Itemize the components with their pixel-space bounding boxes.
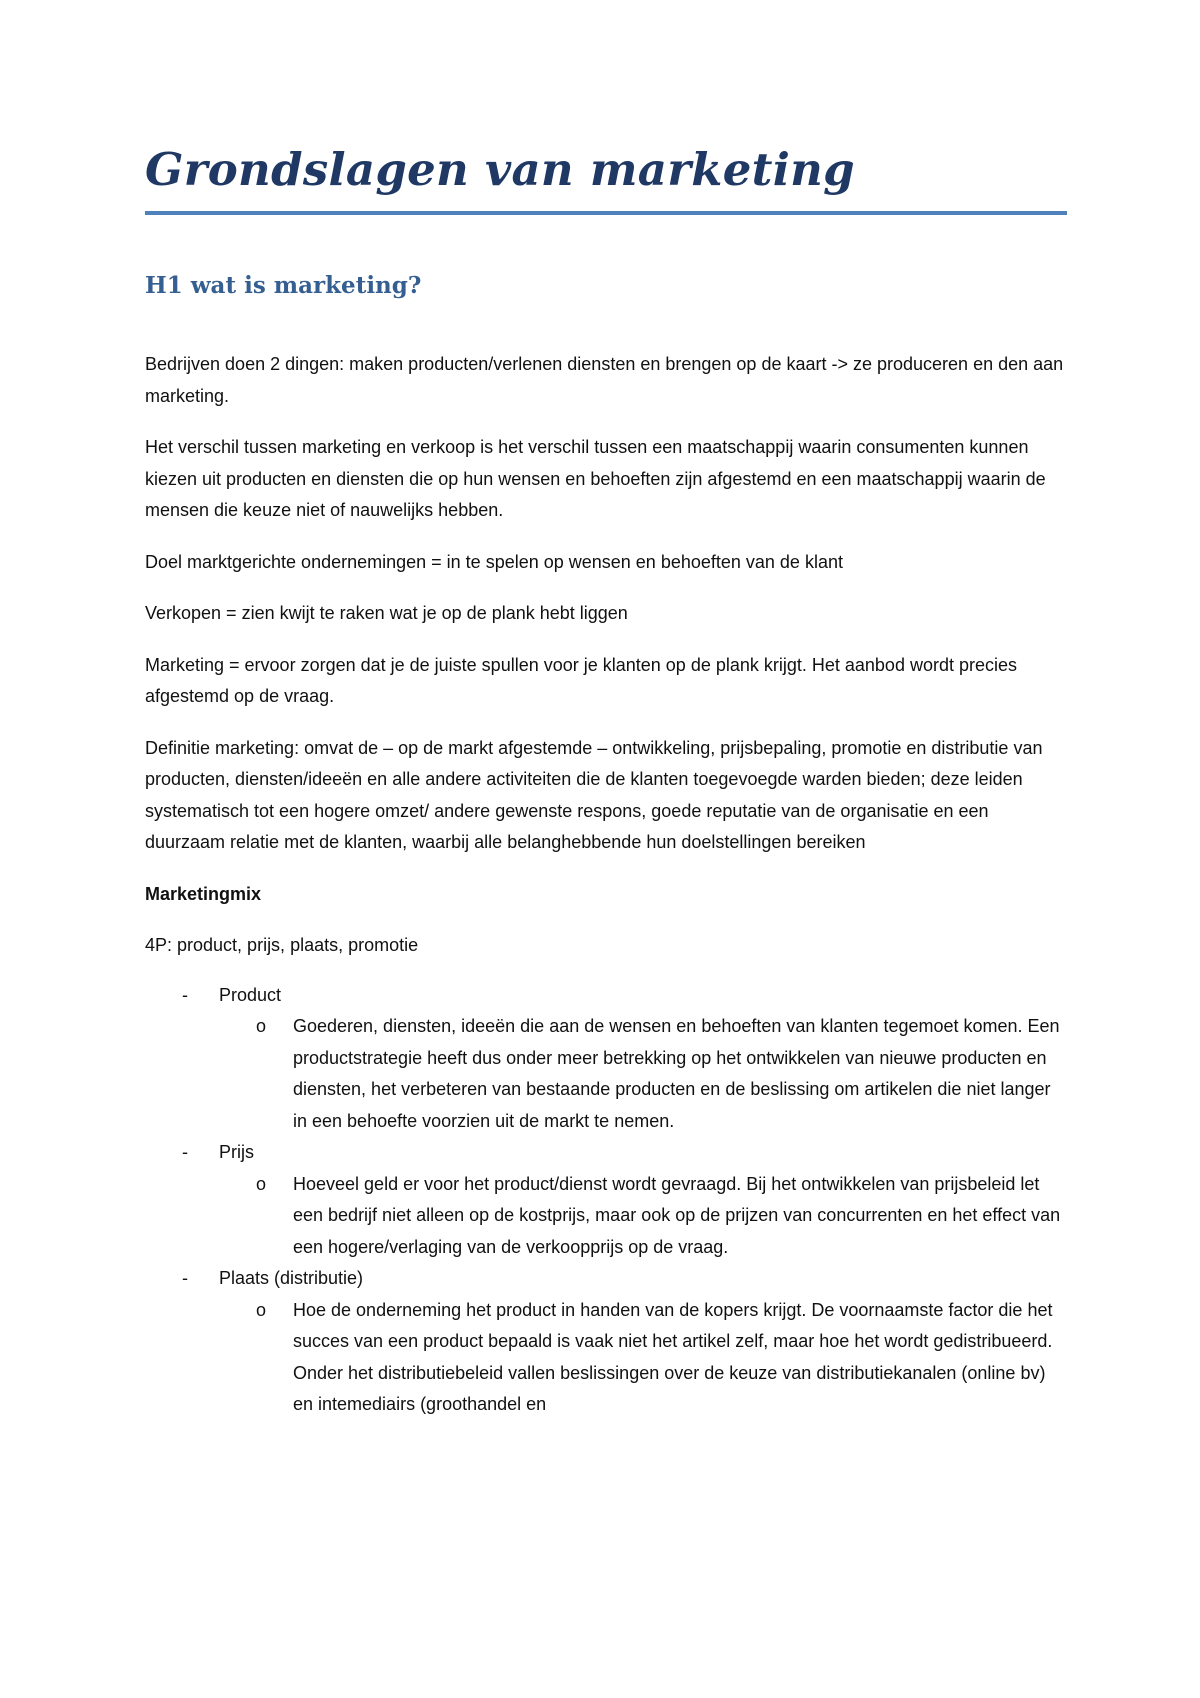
circle-bullet: o	[256, 1299, 267, 1320]
chapter-heading: H1 wat is marketing?	[145, 272, 422, 299]
sub-list-text: Hoe de onderneming het product in handen van de kopers krijgt. De voornaamste factor die het succes van een product bepaald is vaak niet het artikel zelf, maar hoe het wordt gedistribueerd. Onder het distributiebeleid vallen beslissingen over de keuze van distributiekanalen (online bv) en intemediairs (groothandel en	[293, 1299, 1053, 1414]
sub-list-text: Goederen, diensten, ideeën die aan de wensen en behoeften van klanten tegemoet komen. Een productstrategie heeft dus onder meer betrekking op het ontwikkelen van nieuwe producten en diensten, het verbeteren van bestaande producten en de beslissing om artikelen die niet langer in een behoefte voorzien uit de markt te nemen.	[293, 1016, 1060, 1131]
list-item-label: Prijs	[219, 1142, 254, 1162]
section-subheading: Marketingmix	[145, 883, 262, 904]
document-title: Grondslagen van marketing	[145, 143, 855, 196]
marketing-mix-list	[145, 980, 1065, 1421]
list-item	[145, 1137, 1065, 1263]
sub-list-item	[219, 1011, 1065, 1137]
sub-list	[219, 1011, 1065, 1137]
paragraph: Verkopen = zien kwijt te raken wat je op de plank hebt liggen	[145, 603, 628, 623]
sub-list-item	[219, 1169, 1065, 1264]
circle-bullet: o	[256, 1016, 267, 1036]
list-item-label: Product	[219, 984, 282, 1005]
sub-list-text: Hoeveel geld er voor het product/dienst wordt gevraagd. Bij het ontwikkelen van prijsbeleid let een bedrijf niet alleen op de kostprijs, maar ook op de prijzen van concurrenten en het effect van een hogere/verlaging van de verkoopprijs op de vraag.	[293, 1173, 1061, 1257]
paragraph: Marketing = ervoor zorgen dat je de juiste spullen voor je klanten op de plank krijgt. Het aanbod wordt precies afgestemd op de vraag.	[145, 654, 1017, 706]
list-item-label: Plaats (distributie)	[219, 1268, 364, 1288]
sub-list-item	[219, 1295, 1065, 1421]
sub-list	[219, 1295, 1065, 1421]
dash-bullet: -	[182, 984, 188, 1005]
dash-bullet: -	[182, 1142, 188, 1162]
circle-bullet: o	[256, 1173, 267, 1194]
paragraph: Definitie marketing: omvat de – op de markt afgestemde – ontwikkeling, prijsbepaling, promotie en distributie van producten, diensten/ideeën en alle andere activiteiten die de klanten toegevoegde warden bieden; deze leiden systematisch tot een hogere omzet/ andere gewenste respons, goede reputatie van de organisatie en een duurzaam relatie met de klanten, waarbij alle belanghebbende hun doelstellingen bereiken	[145, 737, 1043, 852]
paragraph: Bedrijven doen 2 dingen: maken producten/verlenen diensten en brengen op de kaart -> ze produceren en den aan marketing.	[145, 354, 1064, 406]
paragraph: Doel marktgerichte ondernemingen = in te spelen op wensen en behoeften van de klant	[145, 551, 843, 572]
title-underline	[145, 211, 1067, 215]
sub-list	[219, 1169, 1065, 1264]
list-item	[145, 980, 1065, 1138]
dash-bullet: -	[182, 1268, 188, 1288]
paragraph: Het verschil tussen marketing en verkoop is het verschil tussen een maatschappij waarin consumenten kunnen kiezen uit producten en diensten die op hun wensen en behoeften zijn afgestemd en een maatschappij waarin de mensen die keuze niet of nauwelijks hebben.	[145, 437, 1046, 520]
paragraph-4p: 4P: product, prijs, plaats, promotie	[145, 935, 419, 955]
list-item	[145, 1263, 1065, 1421]
